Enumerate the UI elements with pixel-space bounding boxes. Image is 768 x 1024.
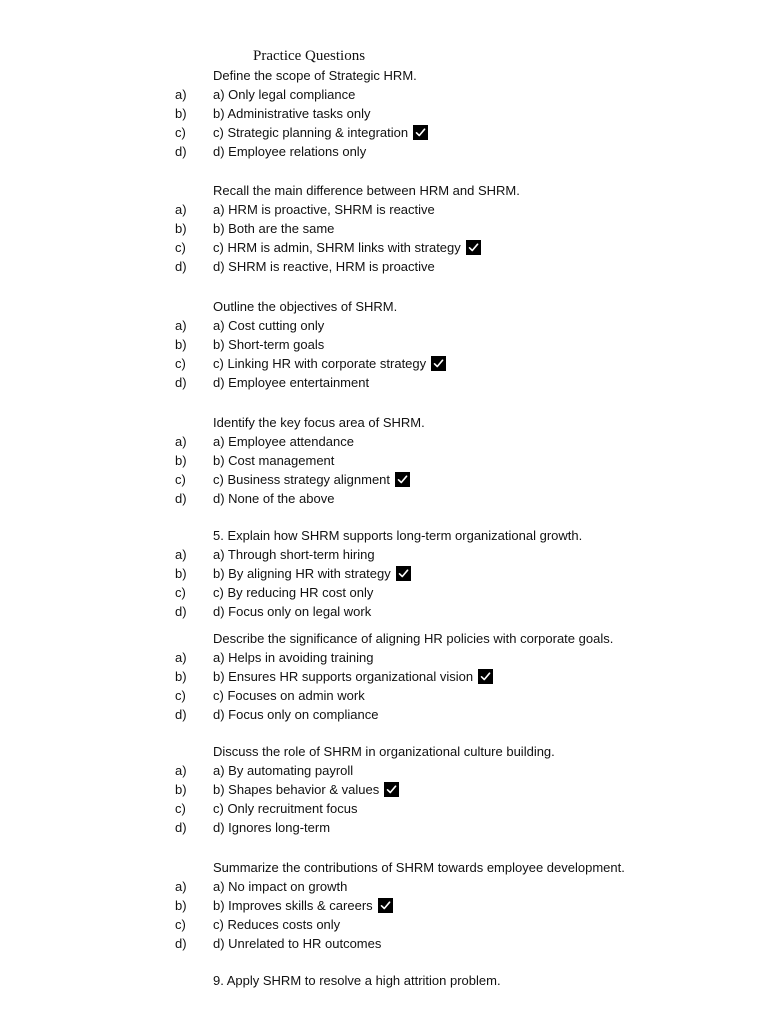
option-text: b) Short-term goals xyxy=(213,337,325,352)
option-letter: d) xyxy=(175,820,187,835)
question-text: 5. Explain how SHRM supports long-term organizational growth. xyxy=(213,528,583,543)
option-text: c) HRM is admin, SHRM links with strategy xyxy=(213,239,481,256)
question-text: 9. Apply SHRM to resolve a high attrition problem. xyxy=(213,973,501,988)
option-text: d) Employee entertainment xyxy=(213,375,370,390)
option-letter: d) xyxy=(175,259,187,274)
option-letter: d) xyxy=(175,491,187,506)
checkmark-icon xyxy=(478,669,493,684)
option-text: a) Employee attendance xyxy=(213,434,354,449)
option-text: b) By aligning HR with strategy xyxy=(213,565,411,582)
question-text: Discuss the role of SHRM in organizational culture building. xyxy=(213,744,555,759)
option-letter: b) xyxy=(175,106,187,121)
option-letter: a) xyxy=(175,879,187,894)
option-text: b) Both are the same xyxy=(213,221,335,236)
option-text: b) Ensures HR supports organizational vision xyxy=(213,668,493,685)
checkmark-icon xyxy=(396,566,411,581)
option-text: d) Ignores long-term xyxy=(213,820,331,835)
option-letter: d) xyxy=(175,144,187,159)
option-text: a) Helps in avoiding training xyxy=(213,650,374,665)
option-text: d) None of the above xyxy=(213,491,335,506)
option-letter: c) xyxy=(175,472,186,487)
question-text: Define the scope of Strategic HRM. xyxy=(213,68,417,83)
checkmark-icon xyxy=(413,125,428,140)
option-text: c) Reduces costs only xyxy=(213,917,341,932)
option-text: c) Only recruitment focus xyxy=(213,801,358,816)
option-text: a) Cost cutting only xyxy=(213,318,325,333)
question-text: Describe the significance of aligning HR policies with corporate goals. xyxy=(213,631,614,646)
option-text: d) Unrelated to HR outcomes xyxy=(213,936,382,951)
option-letter: d) xyxy=(175,707,187,722)
option-letter: c) xyxy=(175,125,186,140)
option-letter: d) xyxy=(175,604,187,619)
checkmark-icon xyxy=(466,240,481,255)
checkmark-icon xyxy=(378,898,393,913)
option-text: b) Shapes behavior & values xyxy=(213,781,399,798)
option-text: c) Business strategy alignment xyxy=(213,471,410,488)
option-letter: a) xyxy=(175,763,187,778)
option-text: c) Focuses on admin work xyxy=(213,688,365,703)
question-text: Outline the objectives of SHRM. xyxy=(213,299,398,314)
option-text: b) Cost management xyxy=(213,453,335,468)
option-letter: b) xyxy=(175,221,187,236)
option-letter: a) xyxy=(175,318,187,333)
option-letter: b) xyxy=(175,782,187,797)
option-text: a) Only legal compliance xyxy=(213,87,356,102)
option-letter: a) xyxy=(175,87,187,102)
checkmark-icon xyxy=(384,782,399,797)
option-letter: c) xyxy=(175,688,186,703)
option-text: a) No impact on growth xyxy=(213,879,348,894)
checkmark-icon xyxy=(431,356,446,371)
option-letter: b) xyxy=(175,453,187,468)
checkmark-icon xyxy=(395,472,410,487)
option-text: d) Employee relations only xyxy=(213,144,367,159)
option-letter: b) xyxy=(175,337,187,352)
question-text: Summarize the contributions of SHRM towards employee development. xyxy=(213,860,625,875)
option-text: a) HRM is proactive, SHRM is reactive xyxy=(213,202,435,217)
option-letter: c) xyxy=(175,240,186,255)
option-text: a) By automating payroll xyxy=(213,763,354,778)
option-text: b) Improves skills & careers xyxy=(213,897,393,914)
option-letter: d) xyxy=(175,375,187,390)
option-letter: c) xyxy=(175,801,186,816)
option-letter: b) xyxy=(175,669,187,684)
option-letter: c) xyxy=(175,917,186,932)
option-text: d) Focus only on compliance xyxy=(213,707,379,722)
option-letter: a) xyxy=(175,547,187,562)
option-text: c) Linking HR with corporate strategy xyxy=(213,355,446,372)
option-text: d) SHRM is reactive, HRM is proactive xyxy=(213,259,435,274)
option-letter: d) xyxy=(175,936,187,951)
option-letter: b) xyxy=(175,566,187,581)
option-letter: a) xyxy=(175,434,187,449)
option-text: c) By reducing HR cost only xyxy=(213,585,374,600)
option-text: a) Through short-term hiring xyxy=(213,547,375,562)
option-letter: b) xyxy=(175,898,187,913)
option-letter: c) xyxy=(175,585,186,600)
option-text: b) Administrative tasks only xyxy=(213,106,371,121)
option-text: d) Focus only on legal work xyxy=(213,604,372,619)
question-text: Identify the key focus area of SHRM. xyxy=(213,415,425,430)
option-letter: a) xyxy=(175,202,187,217)
option-letter: a) xyxy=(175,650,187,665)
option-letter: c) xyxy=(175,356,186,371)
question-text: Recall the main difference between HRM and SHRM. xyxy=(213,183,520,198)
page-title: Practice Questions xyxy=(253,48,366,64)
option-text: c) Strategic planning & integration xyxy=(213,124,428,141)
